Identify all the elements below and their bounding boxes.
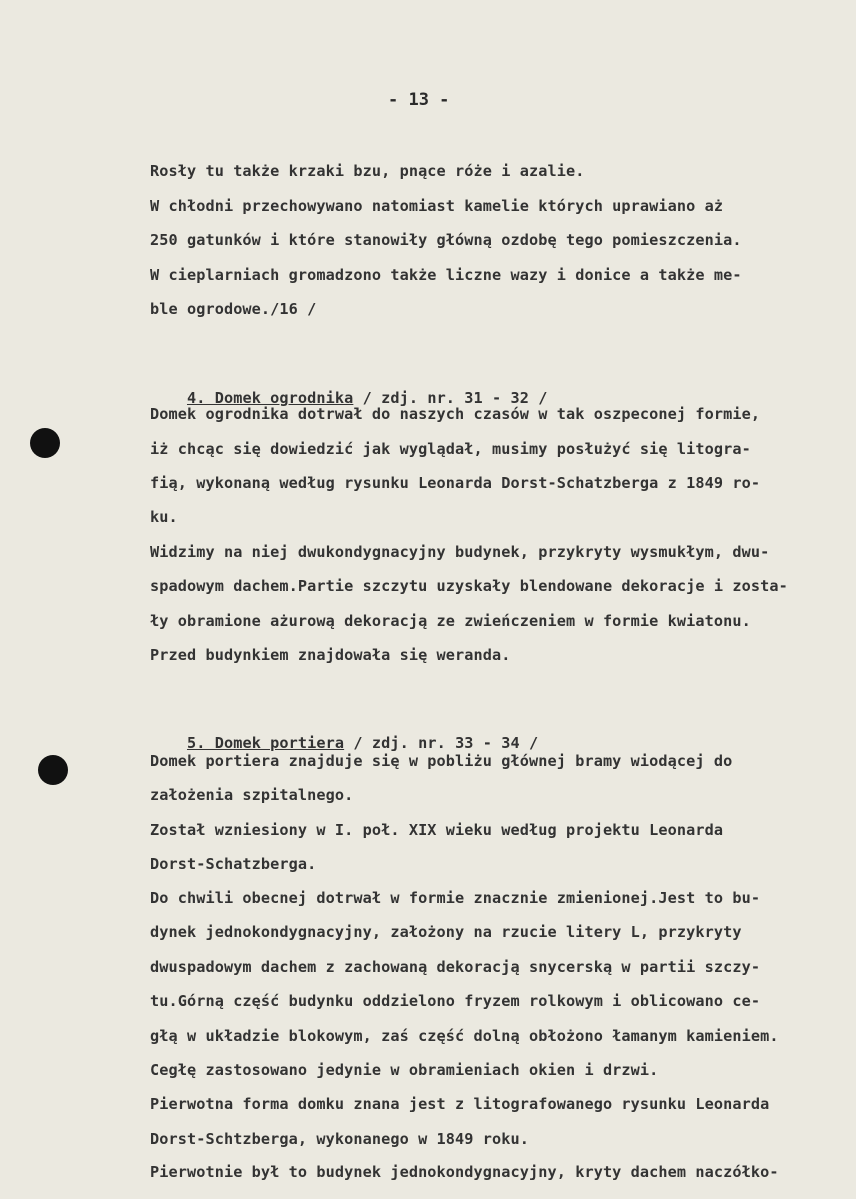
text-line: Do chwili obecnej dotrwał w formie znacznie zmienionej.Jest to bu-: [150, 889, 761, 907]
text-line: dwuspadowym dachem z zachowaną dekoracją snycerską w partii szczy-: [150, 958, 761, 976]
section-photo-ref: / zdj. nr. 33 - 34 /: [344, 734, 539, 752]
text-line: ły obramione ażurową dekoracją ze zwieńczeniem w formie kwiatonu.: [150, 612, 751, 630]
text-line: Domek ogrodnika dotrwał do naszych czasów w tak oszpeconej formie,: [150, 405, 761, 423]
section-title: 4. Domek ogrodnika: [186, 389, 354, 407]
text-line: 250 gatunków i które stanowiły główną ozdobę tego pomieszczenia.: [150, 231, 742, 249]
text-line: Cegłę zastosowano jedynie w obramieniach okien i drzwi.: [150, 1061, 659, 1079]
text-line: dynek jednokondygnacyjny, założony na rzucie litery L, przykryty: [150, 923, 742, 941]
section-title: 5. Domek portiera: [186, 734, 345, 752]
text-line: Pierwotnie był to budynek jednokondygnacyjny, kryty dachem naczółko-: [150, 1163, 779, 1181]
text-line: Dorst-Schtzberga, wykonanego w 1849 roku.: [150, 1130, 529, 1148]
text-line: spadowym dachem.Partie szczytu uzyskały blendowane dekoracje i zosta-: [150, 577, 788, 595]
text-line: Dorst-Schatzberga.: [150, 855, 317, 873]
punch-hole-top: [30, 428, 60, 458]
text-line: W chłodni przechowywano natomiast kamelie których uprawiano aż: [150, 197, 724, 215]
text-line: W cieplarniach gromadzono także liczne wazy i donice a także me-: [150, 266, 742, 284]
text-line: fią, wykonaną według rysunku Leonarda Dorst-Schatzberga z 1849 ro-: [150, 474, 761, 492]
page-number: - 13 -: [388, 90, 450, 110]
text-line: tu.Górną część budynku oddzielono fryzem rolkowym i oblicowano ce-: [150, 992, 761, 1010]
text-line: głą w układzie blokowym, zaś część dolną obłożono łamanym kamieniem.: [150, 1027, 779, 1045]
text-line: ku.: [150, 508, 178, 526]
punch-hole-bottom: [38, 755, 68, 785]
section-photo-ref: / zdj. nr. 31 - 32 /: [353, 389, 548, 407]
text-line: Przed budynkiem znajdowała się weranda.: [150, 646, 511, 664]
text-line: ble ogrodowe./16 /: [150, 300, 317, 318]
text-line: Domek portiera znajduje się w pobliżu głównej bramy wiodącej do: [150, 752, 733, 770]
text-line: Rosły tu także krzaki bzu, pnące róże i azalie.: [150, 162, 585, 180]
text-line: założenia szpitalnego.: [150, 786, 354, 804]
text-line: iż chcąc się dowiedzić jak wyglądał, musimy posłużyć się litogra-: [150, 440, 751, 458]
text-line: Pierwotna forma domku znana jest z litografowanego rysunku Leonarda: [150, 1095, 770, 1113]
text-line: Widzimy na niej dwukondygnacyjny budynek, przykryty wysmukłym, dwu-: [150, 543, 770, 561]
text-line: Został wzniesiony w I. poł. XIX wieku według projektu Leonarda: [150, 821, 724, 839]
